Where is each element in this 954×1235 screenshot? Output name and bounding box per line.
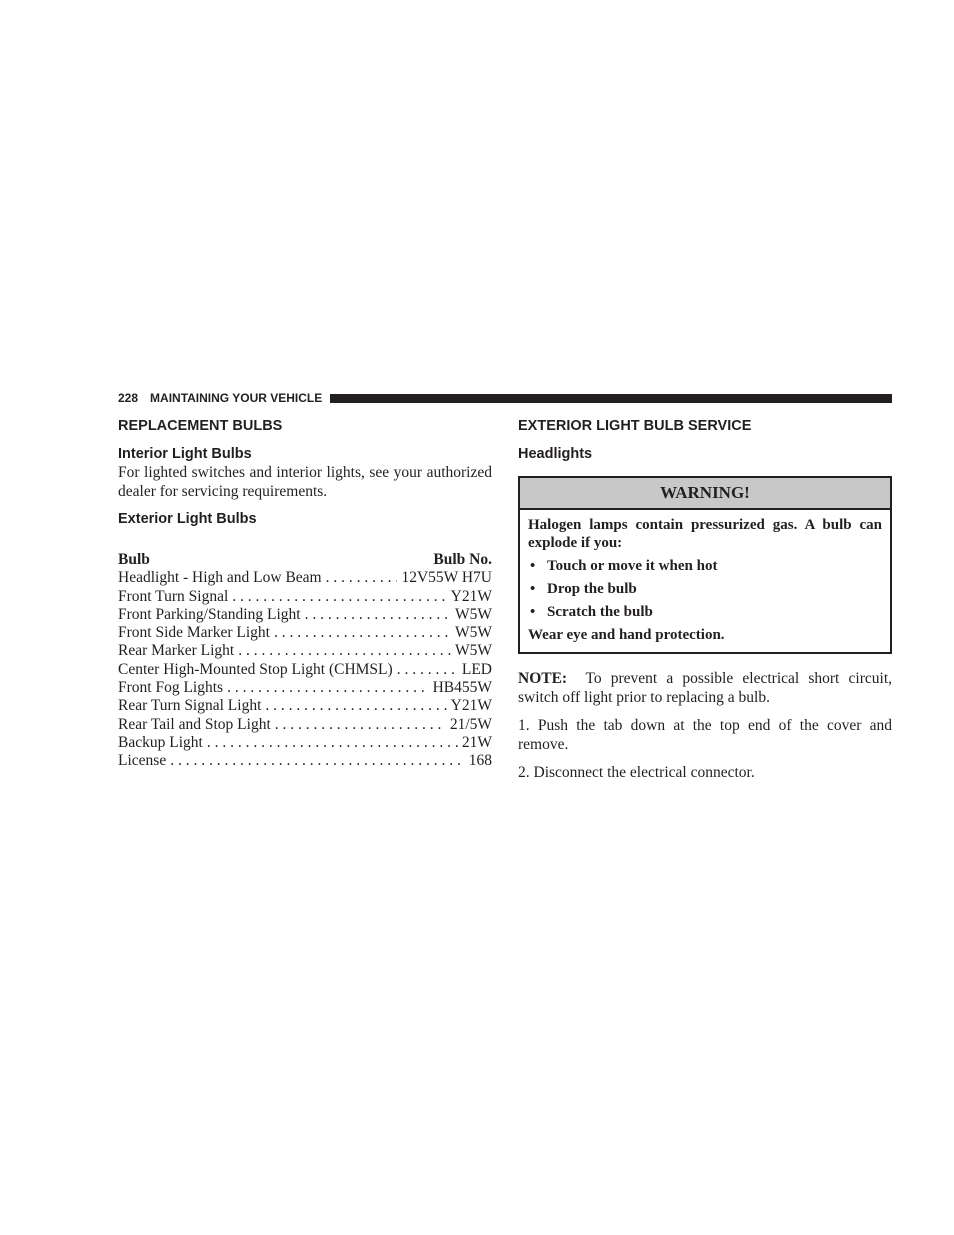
bulb-number: Y21W [450,587,492,605]
table-row [118,679,492,697]
bulb-name: Headlight - High and Low Beam [118,569,322,587]
warning-intro: Halogen lamps contain pressurized gas. A bulb can explode if you: [528,517,882,551]
warning-outro: Wear eye and hand protection. [528,627,725,643]
bulb-number: LED [461,660,492,678]
bulb-name: Front Fog Lights [118,679,224,697]
step-1-text: 1. Push the tab down at the top end of the cover and remove. [518,717,892,753]
bulb-name: Front Side Marker Light [118,624,270,642]
warning-bullet [528,580,882,598]
note-paragraph [518,670,892,707]
interior-bulbs-heading: Interior Light Bulbs [118,446,252,462]
bulb-number: 168 [468,752,492,770]
bulb-number: W5W [454,624,492,642]
bulb-name: Rear Marker Light [118,642,235,660]
bulb-number: W5W [454,642,492,660]
exterior-service-heading: EXTERIOR LIGHT BULB SERVICE [518,418,752,434]
table-row [118,624,492,642]
bulb-number-column-header: Bulb No. [433,551,492,568]
warning-bullet-text: Touch or move it when hot [547,558,718,574]
table-row [118,697,492,715]
warning-title: WARNING! [520,478,890,510]
right-column [518,416,892,783]
exterior-bulbs-heading: Exterior Light Bulbs [118,511,257,527]
warning-box [518,476,892,654]
bullet-icon: • [530,558,536,574]
bulb-table [118,551,492,771]
bulb-table-header [118,551,492,569]
table-row [118,734,492,752]
bullet-icon: • [530,604,536,620]
headlights-heading: Headlights [518,446,593,462]
warning-body [520,510,890,652]
warning-bullet-text: Scratch the bulb [547,604,653,620]
note-text: To prevent a possible electrical short circuit, switch off light prior to replacing a bulb. [518,670,892,706]
left-column [118,416,492,771]
bulb-number: HB455W [432,679,492,697]
bulb-number: 12V55W H7U [401,569,492,587]
table-row [118,606,492,624]
warning-bullet [528,557,882,575]
bulb-number: 21W [461,733,492,751]
warning-bullet [528,603,882,621]
header-rule [330,394,892,403]
bulb-name: Rear Tail and Stop Light [118,715,271,733]
page-header [118,390,892,406]
bulb-column-header: Bulb [118,551,150,568]
bulb-number: 21/5W [449,715,492,733]
bulb-number: W5W [454,605,492,623]
table-row [118,588,492,606]
table-row [118,661,492,679]
bulb-name: Center High-Mounted Stop Light (CHMSL) [118,660,393,678]
bulb-name: Rear Turn Signal Light [118,697,262,715]
warning-bullet-text: Drop the bulb [547,581,637,597]
interior-bulbs-text: For lighted switches and interior lights, see your authorized dealer for servicing requirements. [118,464,492,500]
table-row [118,642,492,660]
bulb-name: License [118,752,167,770]
table-row [118,752,492,770]
table-row [118,716,492,734]
bullet-icon: • [530,581,536,597]
bulb-number: Y21W [450,697,492,715]
page-number: 228 [118,391,139,405]
step-2-text: 2. Disconnect the electrical connector. [518,764,755,781]
bulb-name: Front Turn Signal [118,587,229,605]
section-title: MAINTAINING YOUR VEHICLE [150,391,323,405]
table-row [118,569,492,587]
replacement-bulbs-heading: REPLACEMENT BULBS [118,418,283,434]
bulb-name: Backup Light [118,733,203,751]
note-label: NOTE: [518,670,568,687]
bulb-name: Front Parking/Standing Light [118,605,301,623]
